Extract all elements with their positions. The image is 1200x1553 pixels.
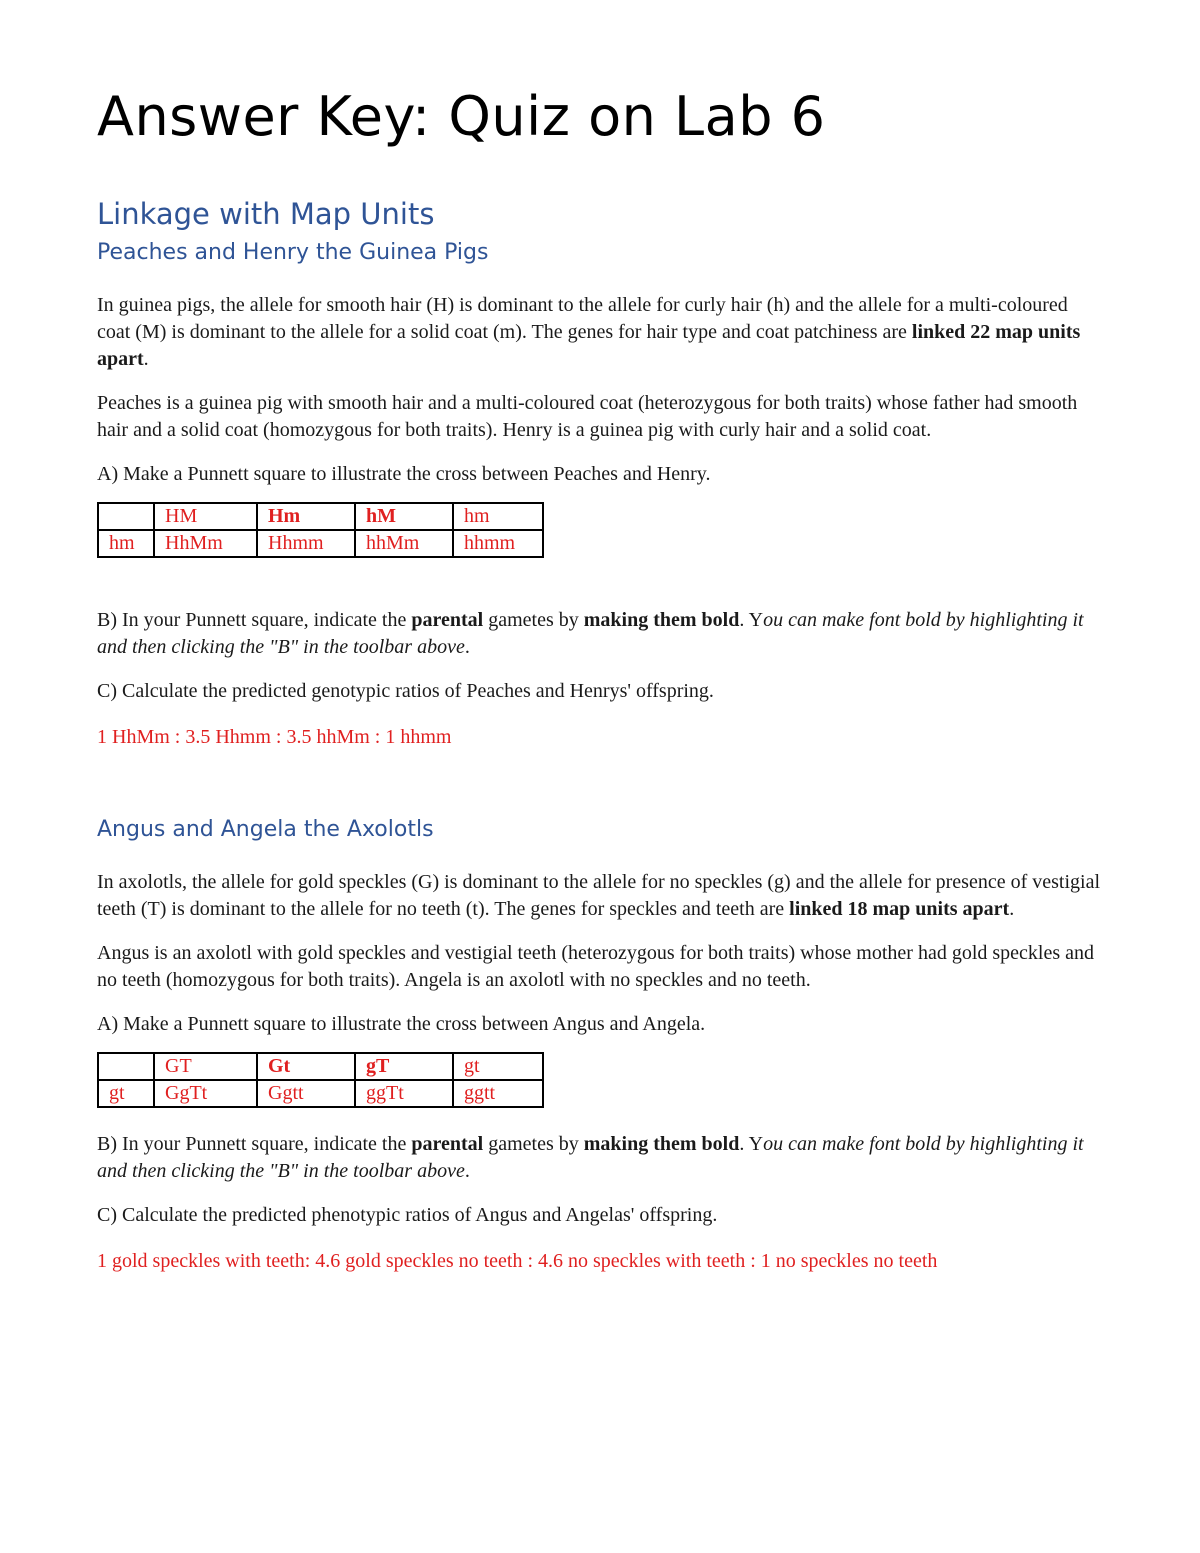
punnett-cell: Hhmm [257, 530, 355, 557]
punnett-row-label: hm [98, 530, 154, 557]
punnett-header-cell: HM [154, 503, 257, 530]
part1-linkage-bold: linked 22 map units apart [97, 321, 1081, 370]
part2-description: Angus is an axolotl with gold speckles and vestigial teeth (heterozygous for both traits) whose mother had gold speckles and no teeth (homozygous for both traits). Angela is an axolotl with no speckles and no teeth. [97, 942, 1095, 991]
part2-answer: 1 gold speckles with teeth: 4.6 gold speckles no teeth : 4.6 no speckles with teeth : 1 no speckles no teeth [97, 1250, 938, 1272]
punnett-corner [98, 1053, 154, 1080]
punnett-header-cell: gT [355, 1053, 453, 1080]
punnett-corner [98, 503, 154, 530]
punnett-header-cell: Gt [257, 1053, 355, 1080]
part1-punnett-square [97, 502, 544, 558]
part1-description: Peaches is a guinea pig with smooth hair and a multi-coloured coat (heterozygous for both traits) whose father had smooth hair and a solid coat (homozygous for both traits). Henry is a guinea pig with curly hair and a solid coat. [97, 392, 1078, 441]
part1-heading: Peaches and Henry the Guinea Pigs [97, 240, 489, 265]
part2-question-c: C) Calculate the predicted phenotypic ratios of Angus and Angelas' offspring. [97, 1204, 718, 1226]
punnett-cell: GgTt [154, 1080, 257, 1107]
part2-question-b: B) In your Punnett square, indicate the parental gametes by making them bold. You can make font bold by highlighting it and then clicking the "B" in the toolbar above. [97, 1133, 1084, 1182]
punnett-row-label: gt [98, 1080, 154, 1107]
part1-question-a: A) Make a Punnett square to illustrate the cross between Peaches and Henry. [97, 463, 711, 485]
part2-intro: In axolotls, the allele for gold speckles (G) is dominant to the allele for no speckles (g) and the allele for presence of vestigial teeth (T) is dominant to the allele for no teeth (t). The genes for speckles and teeth are linked 18 map units apart. [97, 871, 1100, 920]
table-row [98, 503, 543, 530]
punnett-cell: Ggtt [257, 1080, 355, 1107]
part2-question-a: A) Make a Punnett square to illustrate the cross between Angus and Angela. [97, 1013, 706, 1035]
punnett-cell: ggtt [453, 1080, 543, 1107]
punnett-header-cell: GT [154, 1053, 257, 1080]
table-row [98, 1080, 543, 1107]
table-row [98, 530, 543, 557]
punnett-header-cell: Hm [257, 503, 355, 530]
table-row [98, 1053, 543, 1080]
punnett-cell: hhMm [355, 530, 453, 557]
part1-question-c: C) Calculate the predicted genotypic ratios of Peaches and Henrys' offspring. [97, 680, 714, 702]
punnett-header-cell: hm [453, 503, 543, 530]
part1-question-b: B) In your Punnett square, indicate the parental gametes by making them bold. You can make font bold by highlighting it and then clicking the "B" in the toolbar above. [97, 609, 1084, 658]
punnett-header-cell: gt [453, 1053, 543, 1080]
document-title: Answer Key: Quiz on Lab 6 [97, 85, 826, 148]
punnett-header-cell: hM [355, 503, 453, 530]
part2-punnett-square [97, 1052, 544, 1108]
part1-answer: 1 HhMm : 3.5 Hhmm : 3.5 hhMm : 1 hhmm [97, 726, 452, 748]
section-heading: Linkage with Map Units [97, 197, 435, 231]
part2-linkage-bold: linked 18 map units apart [789, 898, 1010, 920]
part2-heading: Angus and Angela the Axolotls [97, 817, 434, 842]
part1-intro: In guinea pigs, the allele for smooth hair (H) is dominant to the allele for curly hair (h) and the allele for a multi-coloured coat (M) is dominant to the allele for a solid coat (m). The genes for hair type and coat patchiness are linked 22 map units apart. [97, 294, 1081, 370]
punnett-cell: hhmm [453, 530, 543, 557]
punnett-cell: HhMm [154, 530, 257, 557]
punnett-cell: ggTt [355, 1080, 453, 1107]
